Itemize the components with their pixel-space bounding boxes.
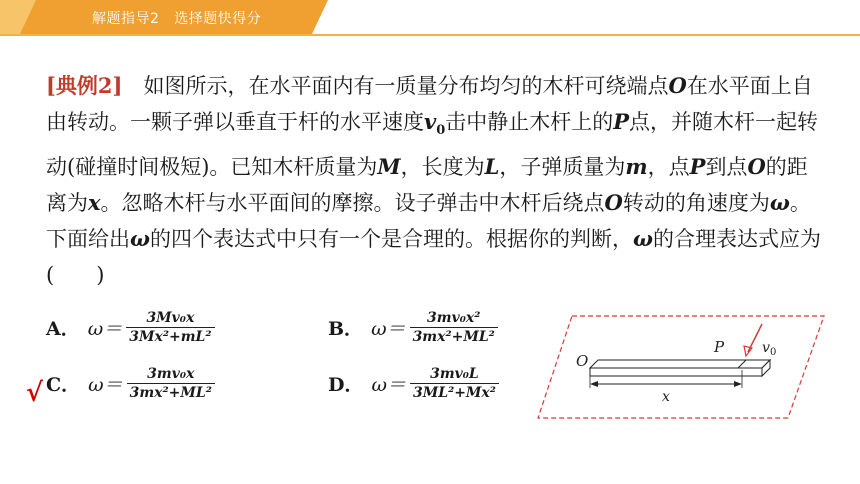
symbol-omega: ω — [130, 226, 150, 252]
symbol-M: M — [377, 154, 401, 180]
label-x: x — [662, 389, 670, 405]
symbol-O: O — [668, 73, 687, 98]
text-run: ，长度为 — [400, 155, 485, 180]
fraction-denominator: 3ML²+Mx² — [410, 383, 499, 401]
page-header — [0, 0, 860, 34]
text-run: ，点 — [647, 155, 690, 180]
symbol-m: m — [625, 154, 648, 180]
rod-diagram — [536, 310, 826, 422]
text-run: 如图所示，在水平面内有一质量分布均匀的木杆可绕端点 — [122, 74, 669, 98]
fraction-denominator: 3mx²+ML² — [410, 327, 498, 345]
option-label: A． — [46, 318, 80, 340]
question-text — [46, 68, 826, 293]
text-run: 的四个表达式中只有一个是合理的。根据你的判断， — [150, 227, 633, 252]
symbol-omega: ω — [769, 190, 790, 216]
option-lhs: ω＝ — [371, 374, 406, 396]
symbol-P: P — [689, 154, 706, 180]
label-v-sub: 0 — [770, 347, 777, 358]
option-lhs: ω＝ — [88, 374, 123, 396]
symbol-sub: 0 — [436, 123, 446, 139]
label-v: v — [762, 340, 770, 356]
fraction-denominator: 3Mx²+mL² — [126, 327, 214, 345]
correct-answer-check-icon: √ — [26, 378, 44, 408]
option-fraction — [410, 310, 498, 345]
example-tag: [典例2] — [46, 73, 123, 98]
arrow-head-left — [590, 381, 598, 387]
option-c[interactable] — [46, 366, 215, 401]
symbol-v: v — [424, 109, 437, 134]
option-a[interactable] — [46, 310, 215, 345]
symbol-omega: ω — [633, 226, 653, 252]
text-run: 击中静止木杆上的 — [445, 110, 614, 134]
symbol-O: O — [747, 154, 766, 180]
fraction-denominator: 3mx²+ML² — [127, 383, 215, 401]
option-fraction — [127, 366, 215, 401]
wooden-rod-front — [590, 368, 762, 376]
fraction-numerator: 3mv₀x — [147, 366, 195, 382]
label-p: P — [714, 338, 725, 356]
option-lhs: ω＝ — [87, 318, 123, 340]
option-b[interactable] — [328, 310, 498, 345]
header-divider — [0, 34, 860, 36]
fraction-numerator: 3Mv₀x — [146, 310, 195, 326]
option-fraction — [126, 310, 214, 345]
label-o: O — [576, 352, 589, 370]
option-lhs: ω＝ — [371, 318, 406, 340]
option-label: D． — [328, 374, 364, 396]
text-run: 。忽略木杆与水平面间的摩擦。设子弹击中木杆后绕点 — [100, 191, 605, 216]
option-label: C． — [46, 374, 81, 396]
option-fraction — [410, 366, 499, 401]
fraction-numerator: 3mv₀L — [430, 366, 479, 382]
wooden-rod-top — [590, 360, 770, 368]
header-title: 解题指导2 选择题快得分 — [92, 11, 262, 27]
option-d[interactable] — [328, 366, 499, 401]
text-run: 的合理表达式应为( ) — [46, 227, 821, 288]
text-run: 。下面给出 — [46, 191, 811, 252]
symbol-L: L — [484, 154, 500, 180]
symbol-v0 — [424, 109, 446, 139]
option-label: B． — [328, 318, 364, 340]
symbol-O: O — [604, 190, 623, 216]
text-run: 点，并随木杆一起转动(碰撞时间极短)。已知木杆质量为 — [46, 110, 819, 180]
text-run: 的距离为 — [46, 155, 808, 216]
text-run: 在水平面上自由转动。一颗子弹以垂直于杆的水平速度 — [46, 74, 813, 134]
text-run: ，子弹质量为 — [499, 155, 626, 180]
fraction-numerator: 3mv₀x² — [427, 310, 481, 326]
symbol-x: x — [88, 190, 101, 216]
text-run: 转动的角速度为 — [622, 191, 770, 216]
text-run: 到点 — [705, 155, 748, 180]
arrow-head-right — [734, 381, 742, 387]
symbol-P: P — [613, 109, 630, 134]
